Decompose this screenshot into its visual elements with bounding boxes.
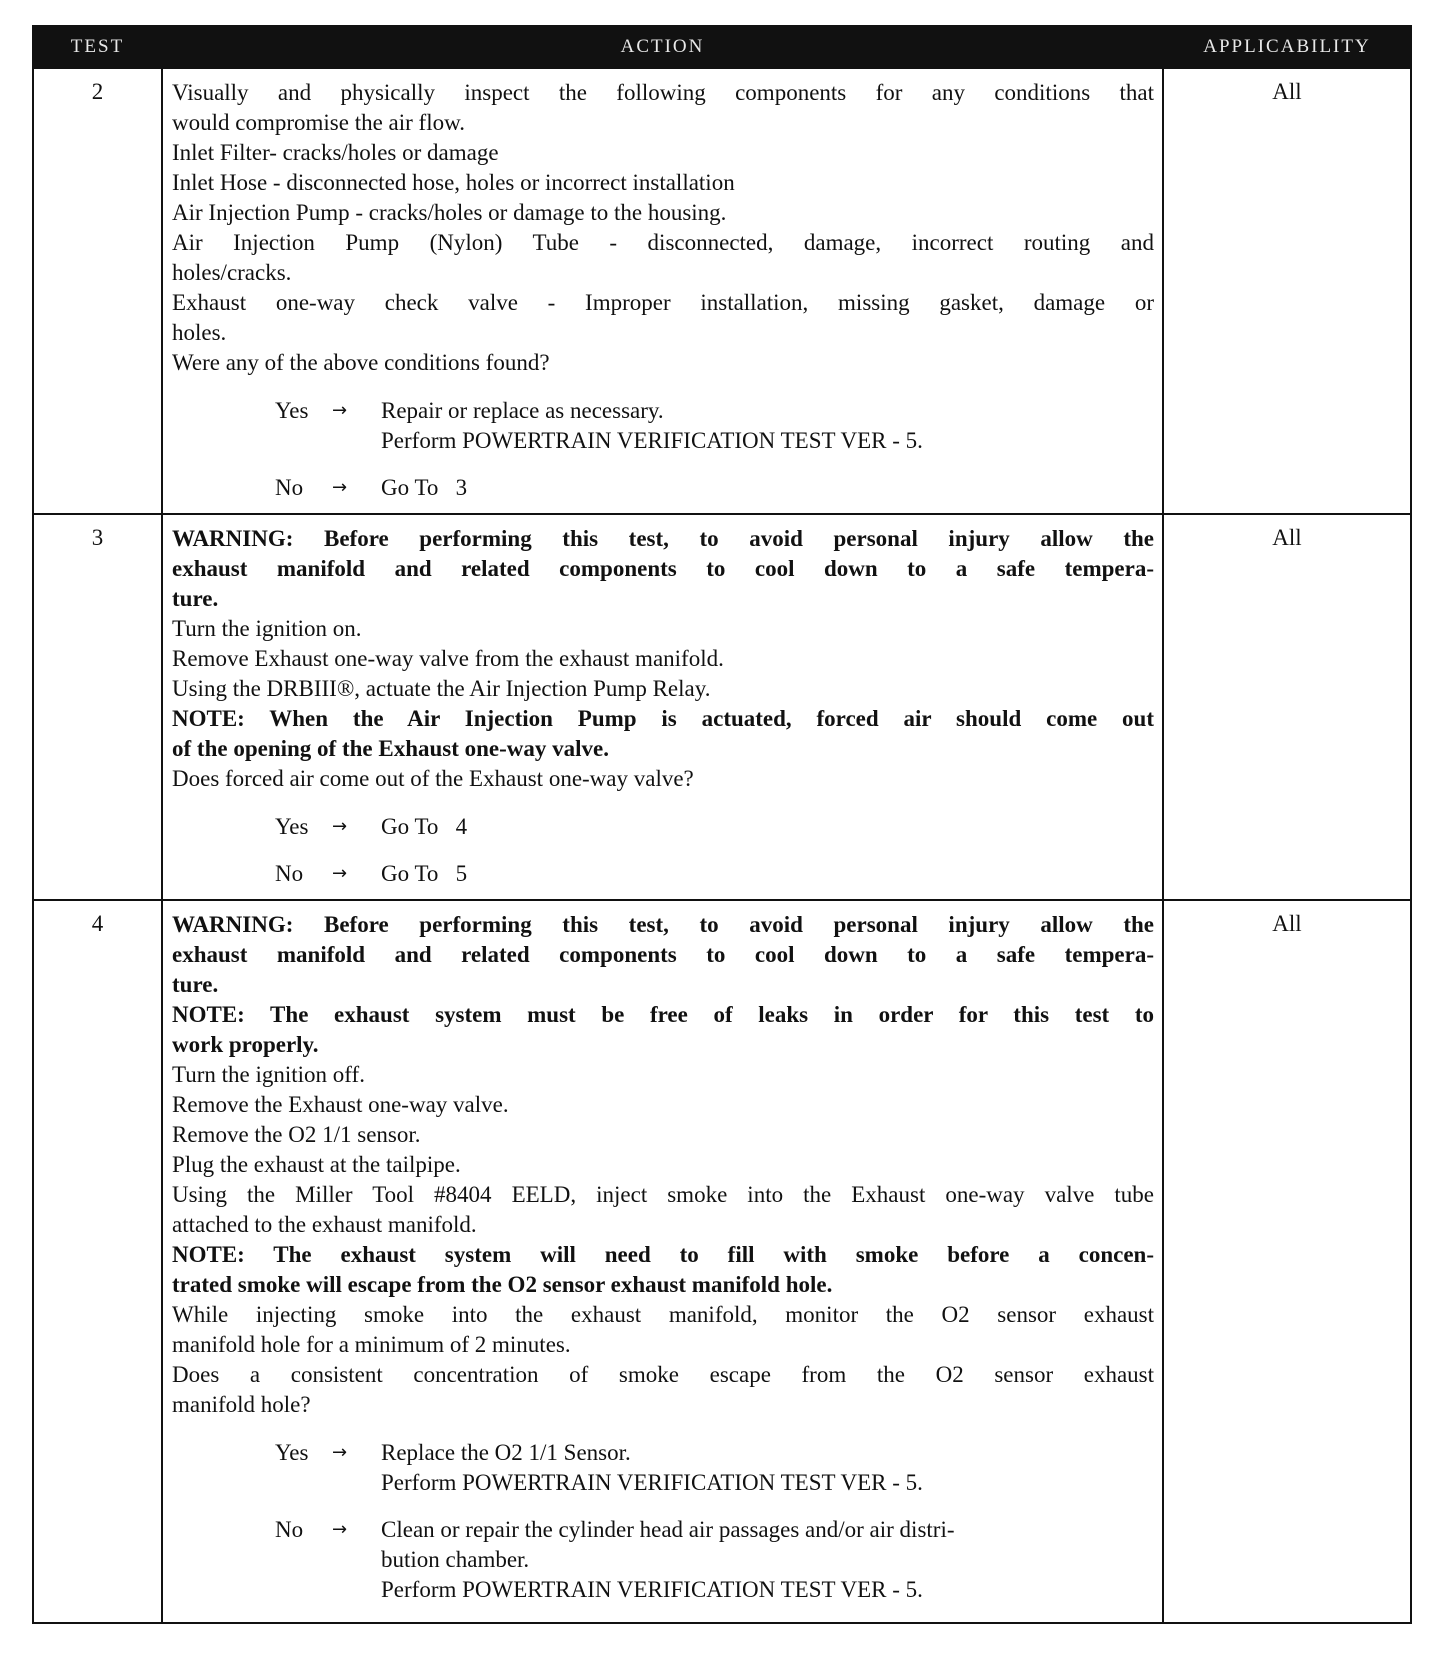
outcome-step: Perform POWERTRAIN VERIFICATION TEST VER - 5.: [381, 1577, 923, 1602]
applicability-value: All: [1163, 514, 1411, 900]
outcome-step: Clean or repair the cylinder head air passages and/or air distri-: [381, 1517, 955, 1542]
outcome-step: Perform POWERTRAIN VERIFICATION TEST VER - 5.: [381, 1470, 923, 1495]
instruction-line: ture.: [172, 586, 219, 611]
outcome-answer: Yes: [275, 814, 309, 839]
instruction-line: WARNING: Before performing this test, to avoid personal injury allow the: [172, 912, 1154, 937]
instruction-line: Does forced air come out of the Exhaust one-way valve?: [172, 766, 694, 791]
arrow-right-icon: →: [332, 477, 348, 498]
instruction-line: Visually and physically inspect the following components for any conditions that: [172, 80, 1154, 105]
arrow-right-icon: →: [332, 816, 348, 837]
outcome-list: [172, 396, 1154, 503]
outcome-steps: [381, 396, 1154, 456]
header-test: TEST: [33, 26, 162, 68]
instruction-line: Inlet Hose - disconnected hose, holes or incorrect installation: [172, 170, 735, 195]
outcome-step: bution chamber.: [381, 1547, 530, 1572]
diagnostic-test-table: [32, 25, 1412, 1624]
header-action: ACTION: [162, 26, 1163, 68]
arrow-right-icon: →: [332, 400, 348, 421]
outcome-steps: [381, 1515, 1154, 1605]
outcome-answer: Yes: [275, 1440, 309, 1465]
instruction-line: NOTE: When the Air Injection Pump is actuated, forced air should come out: [172, 706, 1154, 731]
outcome-steps: [381, 812, 1154, 842]
arrow-right-icon: →: [332, 1519, 348, 1540]
instruction-line: Turn the ignition off.: [172, 1062, 365, 1087]
applicability-value: All: [1163, 900, 1411, 1623]
instruction-line: WARNING: Before performing this test, to avoid personal injury allow the: [172, 526, 1154, 551]
test-number: 3: [33, 514, 162, 900]
instruction-line: Were any of the above conditions found?: [172, 350, 550, 375]
outcome-yes: [275, 1438, 1154, 1498]
instruction-line: NOTE: The exhaust system will need to fill with smoke before a concen-: [172, 1242, 1154, 1267]
action-cell: [162, 68, 1163, 514]
instruction-line: of the opening of the Exhaust one-way valve.: [172, 736, 610, 761]
instruction-line: work properly.: [172, 1032, 319, 1057]
instruction-line: Using the Miller Tool #8404 EELD, inject smoke into the Exhaust one-way valve tube: [172, 1182, 1154, 1207]
outcome-no: [275, 473, 1154, 503]
table-body: [33, 68, 1411, 1623]
outcome-answer: No: [275, 861, 304, 886]
outcome-yes: [275, 812, 1154, 842]
table-row: [33, 68, 1411, 514]
instruction-line: Exhaust one-way check valve - Improper installation, missing gasket, damage or: [172, 290, 1154, 315]
outcome-step: Go To 4: [381, 814, 468, 839]
test-number: 2: [33, 68, 162, 514]
table-header: [33, 26, 1411, 68]
instruction-line: would compromise the air flow.: [172, 110, 465, 135]
outcome-answer: Yes: [275, 398, 309, 423]
instruction-line: manifold hole for a minimum of 2 minutes.: [172, 1332, 571, 1357]
instruction-line: trated smoke will escape from the O2 sensor exhaust manifold hole.: [172, 1272, 833, 1297]
applicability-value: All: [1163, 68, 1411, 514]
instruction-line: Plug the exhaust at the tailpipe.: [172, 1152, 461, 1177]
table-row: [33, 514, 1411, 900]
instruction-line: Remove the Exhaust one-way valve.: [172, 1092, 509, 1117]
arrow-right-icon: →: [332, 1442, 348, 1463]
action-cell: [162, 900, 1163, 1623]
instruction-line: Inlet Filter- cracks/holes or damage: [172, 140, 499, 165]
instruction-line: Air Injection Pump - cracks/holes or damage to the housing.: [172, 200, 727, 225]
header-row: [33, 26, 1411, 68]
instruction-line: ture.: [172, 972, 219, 997]
outcome-steps: [381, 473, 1154, 503]
instruction-line: holes.: [172, 320, 227, 345]
outcome-answer: No: [275, 475, 304, 500]
outcome-list: [172, 1438, 1154, 1605]
test-number: 4: [33, 900, 162, 1623]
header-applicability: APPLICABILITY: [1163, 26, 1411, 68]
instruction-line: manifold hole?: [172, 1392, 311, 1417]
instruction-line: attached to the exhaust manifold.: [172, 1212, 477, 1237]
instruction-line: Remove Exhaust one-way valve from the exhaust manifold.: [172, 646, 724, 671]
outcome-step: Perform POWERTRAIN VERIFICATION TEST VER - 5.: [381, 428, 923, 453]
instruction-line: Turn the ignition on.: [172, 616, 362, 641]
outcome-yes: [275, 396, 1154, 456]
instruction-line: NOTE: The exhaust system must be free of leaks in order for this test to: [172, 1002, 1154, 1027]
outcome-list: [172, 812, 1154, 889]
instruction-line: While injecting smoke into the exhaust manifold, monitor the O2 sensor exhaust: [172, 1302, 1154, 1327]
instruction-line: Does a consistent concentration of smoke escape from the O2 sensor exhaust: [172, 1362, 1154, 1387]
instruction-line: Remove the O2 1/1 sensor.: [172, 1122, 421, 1147]
instruction-line: Using the DRBIII®, actuate the Air Injection Pump Relay.: [172, 676, 711, 701]
outcome-step: Replace the O2 1/1 Sensor.: [381, 1440, 631, 1465]
outcome-steps: [381, 1438, 1154, 1498]
outcome-no: [275, 859, 1154, 889]
table-row: [33, 900, 1411, 1623]
arrow-right-icon: →: [332, 863, 348, 884]
outcome-answer: No: [275, 1517, 304, 1542]
instruction-line: holes/cracks.: [172, 260, 292, 285]
outcome-step: Go To 5: [381, 861, 468, 886]
outcome-no: [275, 1515, 1154, 1605]
instruction-line: exhaust manifold and related components to cool down to a safe tempera-: [172, 556, 1154, 581]
instruction-line: Air Injection Pump (Nylon) Tube - disconnected, damage, incorrect routing and: [172, 230, 1154, 255]
outcome-steps: [381, 859, 1154, 889]
outcome-step: Go To 3: [381, 475, 468, 500]
outcome-step: Repair or replace as necessary.: [381, 398, 664, 423]
action-cell: [162, 514, 1163, 900]
instruction-line: exhaust manifold and related components to cool down to a safe tempera-: [172, 942, 1154, 967]
